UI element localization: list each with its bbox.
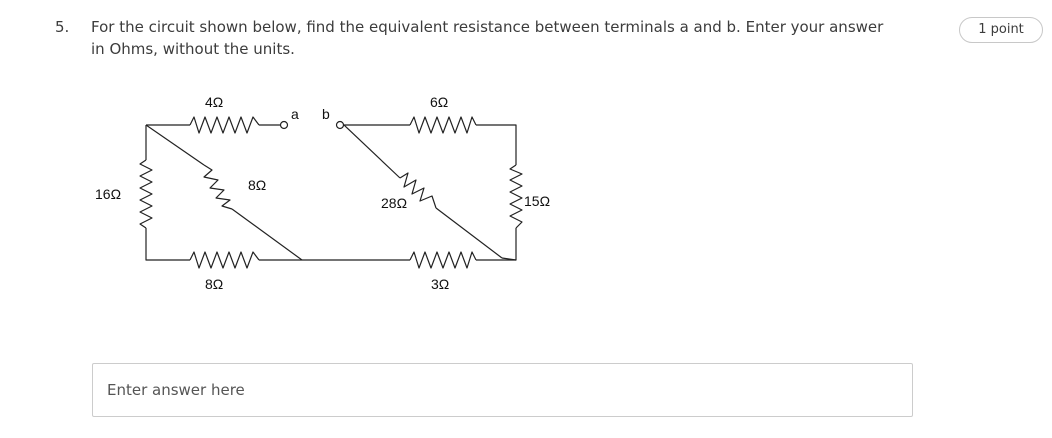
- answer-input[interactable]: [92, 363, 913, 417]
- label-r-diag-right: 28Ω: [381, 195, 408, 211]
- resistor-top-left: [190, 117, 259, 133]
- wire-diag-right-upper: [344, 125, 400, 178]
- wire-right-lower: [476, 228, 516, 260]
- terminal-b-node: [337, 122, 344, 129]
- wire-top-right-end: [476, 125, 516, 165]
- label-r-top-right: 6Ω: [430, 94, 449, 110]
- label-r-diag-left: 8Ω: [248, 177, 267, 193]
- wire-diag-left-lower: [232, 209, 302, 260]
- points-badge: 1 point: [959, 17, 1043, 43]
- wire-left-lower: [146, 228, 190, 260]
- resistor-diag-left: [204, 165, 232, 209]
- label-r-bottom-left: 8Ω: [205, 276, 224, 292]
- label-r-bottom-right: 3Ω: [431, 276, 450, 292]
- wire-diag-left-upper: [146, 125, 204, 165]
- question-number: 5.: [55, 18, 70, 36]
- resistor-right: [510, 165, 522, 228]
- resistor-bottom-right: [410, 252, 476, 268]
- resistor-left: [140, 160, 152, 228]
- wire-diag-right-lower: [436, 208, 502, 258]
- label-r-top-left: 4Ω: [205, 94, 224, 110]
- terminal-a-node: [281, 122, 288, 129]
- label-r-right: 15Ω: [524, 193, 551, 209]
- label-terminal-b: b: [322, 106, 330, 122]
- resistor-bottom-left: [190, 252, 259, 268]
- label-r-left: 16Ω: [95, 186, 122, 202]
- label-terminal-a: a: [291, 106, 299, 122]
- question-text: For the circuit shown below, find the equivalent resistance between terminals a and b. Enter your answer in Ohms, without the units.: [91, 18, 884, 58]
- resistor-top-right: [410, 117, 476, 133]
